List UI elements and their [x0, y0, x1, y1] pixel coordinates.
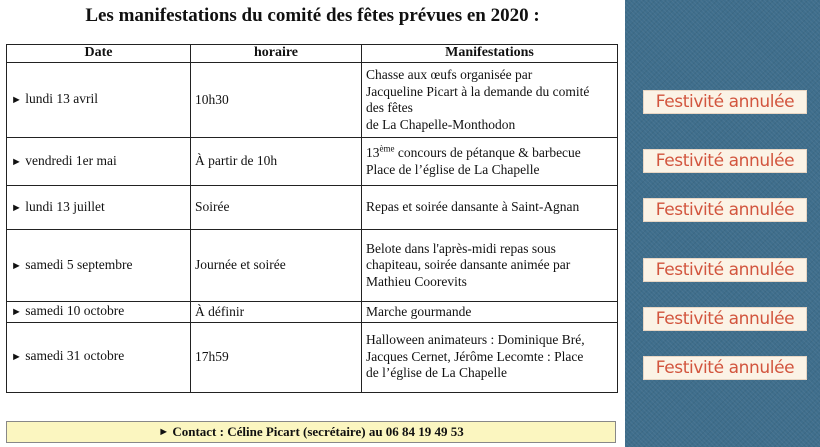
table-row	[7, 138, 618, 186]
date-text: samedi 10 octobre	[25, 303, 125, 318]
table-header-row	[7, 45, 618, 63]
horaire-cell: Journée et soirée	[191, 230, 362, 302]
cancelled-badge: Festivité annulée	[643, 356, 807, 380]
cancellation-panel	[625, 0, 820, 447]
manifestation-line: Repas et soirée dansante à Saint-Agnan	[366, 199, 580, 215]
manifestation-line: chapiteau, soirée dansante animée par	[366, 257, 571, 273]
date-text: lundi 13 juillet	[25, 198, 105, 214]
manifestation-line: Mathieu Coorevits	[366, 273, 467, 289]
cancelled-badge: Festivité annulée	[643, 258, 807, 282]
header-horaire: horaire	[191, 45, 362, 63]
date-text: samedi 5 septembre	[25, 256, 133, 272]
date-cell	[7, 63, 191, 138]
date-cell	[7, 138, 191, 186]
manifestation-cell	[362, 230, 618, 302]
manifestation-text: concours de pétanque & barbecue	[394, 145, 581, 160]
manifestation-line: de La Chapelle-Monthodon	[366, 116, 516, 132]
header-date: Date	[7, 45, 191, 63]
horaire-cell: Soirée	[191, 186, 362, 230]
date-text: samedi 31 octobre	[25, 348, 125, 364]
table-row	[7, 302, 618, 323]
date-cell	[7, 322, 191, 392]
table-row	[7, 186, 618, 230]
manifestation-cell	[362, 138, 618, 186]
date-cell	[7, 302, 191, 323]
arrow-right-icon: ►	[11, 155, 22, 168]
table-row	[7, 63, 618, 138]
cancelled-badge: Festivité annulée	[643, 149, 807, 173]
manifestation-cell	[362, 186, 618, 230]
manifestation-line: des fêtes	[366, 100, 413, 115]
cancelled-badge: Festivité annulée	[643, 198, 807, 222]
horaire-cell: À définir	[191, 302, 362, 323]
manifestation-line: Belote dans l'après-midi repas sous	[366, 240, 556, 256]
ordinal-suffix: ème	[379, 143, 395, 154]
table-row	[7, 230, 618, 302]
manifestation-line: Marche gourmande	[366, 303, 472, 319]
date-text: vendredi 1er mai	[25, 152, 117, 168]
table-row	[7, 322, 618, 392]
events-table	[6, 44, 618, 393]
manifestation-line: Jacques Cernet, Jérôme Lecomte : Place	[366, 348, 584, 364]
manifestation-line: Chasse aux œufs organisée par	[366, 67, 533, 82]
cancelled-badge: Festivité annulée	[643, 90, 807, 114]
manifestation-line: Halloween animateurs : Dominique Bré,	[366, 332, 585, 348]
date-cell	[7, 230, 191, 302]
manifestation-line: Jacqueline Picart à la demande du comité	[366, 83, 590, 99]
manifestation-line: de l’église de La Chapelle	[366, 365, 507, 381]
edition-number: 13	[366, 145, 380, 160]
manifestation-line: Place de l’église de La Chapelle	[366, 161, 540, 177]
manifestation-line	[366, 145, 613, 162]
date-text: lundi 13 avril	[25, 91, 99, 107]
arrow-right-icon: ►	[11, 259, 22, 272]
horaire-cell: À partir de 10h	[191, 138, 362, 186]
arrow-right-icon: ►	[11, 351, 22, 364]
contact-text: Contact : Céline Picart (secrétaire) au 06 84 19 49 53	[172, 424, 464, 439]
arrow-right-icon: ►	[11, 94, 22, 107]
manifestation-cell	[362, 302, 618, 323]
header-manifestations: Manifestations	[362, 45, 618, 63]
arrow-right-icon: ►	[11, 306, 22, 318]
arrow-right-icon: ►	[158, 426, 170, 438]
cancelled-badge: Festivité annulée	[643, 307, 807, 331]
horaire-cell: 10h30	[191, 63, 362, 138]
manifestation-cell	[362, 63, 618, 138]
arrow-right-icon: ►	[11, 201, 22, 214]
manifestation-cell	[362, 322, 618, 392]
page-title: Les manifestations du comité des fêtes prévues en 2020 :	[85, 5, 540, 26]
horaire-cell: 17h59	[191, 322, 362, 392]
contact-banner	[6, 421, 616, 443]
date-cell	[7, 186, 191, 230]
